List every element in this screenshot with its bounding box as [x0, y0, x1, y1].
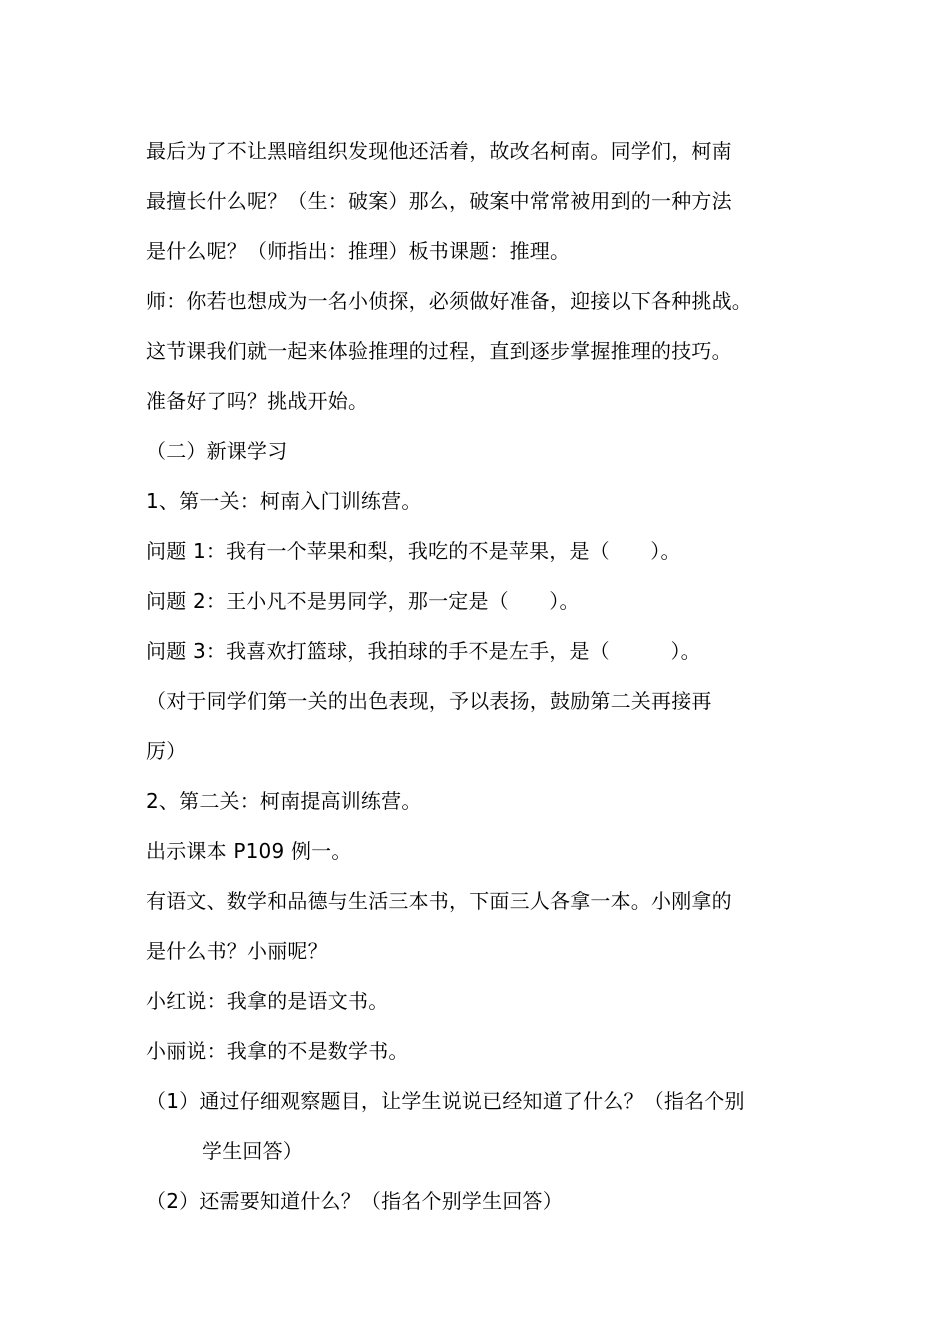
- paragraph-line-4: 师：你若也想成为一名小侦探，必须做好准备，迎接以下各种挑战。: [146, 289, 752, 313]
- question-2: 问题 2：王小凡不是男同学，那一定是（ ）。: [146, 589, 580, 613]
- textbook-reference: 出示课本 P109 例一。: [146, 839, 352, 863]
- praise-note-line-1: （对于同学们第一关的出色表现，予以表扬，鼓励第二关再接再: [146, 689, 712, 713]
- list-item-2: （2）还需要知道什么？（指名个别学生回答）: [146, 1189, 563, 1213]
- question-1: 问题 1：我有一个苹果和梨，我吃的不是苹果，是（ ）。: [146, 539, 681, 563]
- section-heading: （二）新课学习: [146, 439, 288, 463]
- stage-two-heading: 2、第二关：柯南提高训练营。: [146, 789, 422, 813]
- example-line-1: 有语文、数学和品德与生活三本书，下面三人各拿一本。小刚拿的: [146, 889, 732, 913]
- question-3: 问题 3：我喜欢打篮球，我拍球的手不是左手，是（ ）。: [146, 639, 701, 663]
- example-line-2: 是什么书？小丽呢？: [146, 939, 328, 963]
- paragraph-line-5: 这节课我们就一起来体验推理的过程，直到逐步掌握推理的技巧。: [146, 339, 732, 363]
- paragraph-line-6: 准备好了吗？挑战开始。: [146, 389, 369, 413]
- paragraph-line-1: 最后为了不让黑暗组织发现他还活着，故改名柯南。同学们，柯南: [146, 139, 732, 163]
- paragraph-line-3: 是什么呢？（师指出：推理）板书课题：推理。: [146, 239, 571, 263]
- paragraph-line-2: 最擅长什么呢？（生：破案）那么，破案中常常被用到的一种方法: [146, 189, 732, 213]
- list-item-1-line-1: （1）通过仔细观察题目，让学生说说已经知道了什么？（指名个别: [146, 1089, 745, 1113]
- xiaohong-statement: 小红说：我拿的是语文书。: [146, 989, 389, 1013]
- document-body: [146, 126, 846, 1226]
- praise-note-line-2: 厉）: [146, 739, 187, 763]
- list-item-1-line-2: 学生回答）: [202, 1139, 303, 1163]
- xiaoli-statement: 小丽说：我拿的不是数学书。: [146, 1039, 409, 1063]
- stage-one-heading: 1、第一关：柯南入门训练营。: [146, 489, 422, 513]
